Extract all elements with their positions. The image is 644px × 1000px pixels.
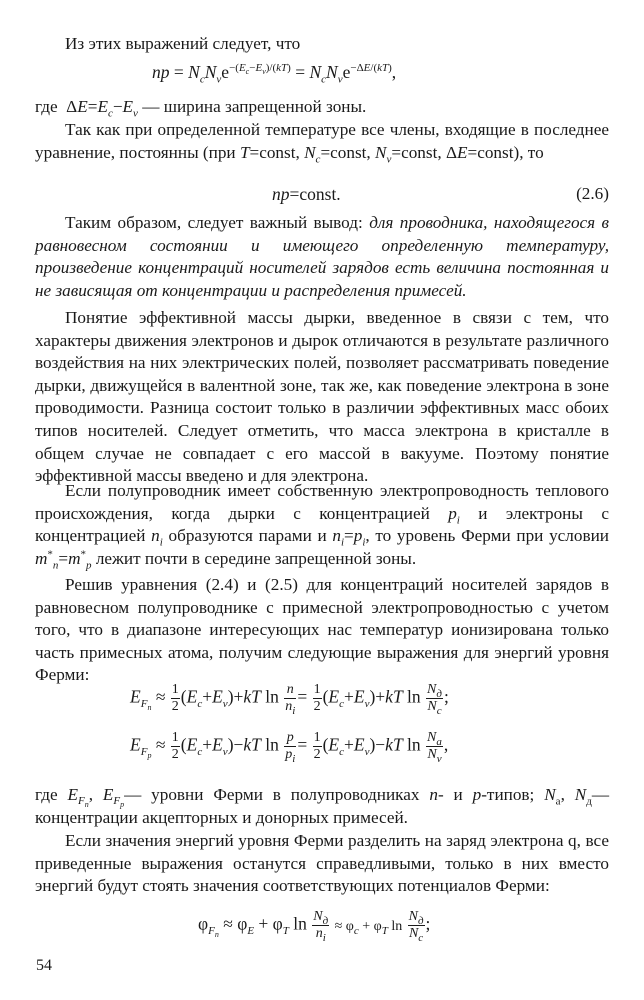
equation-fermi-p: $E_{F_p}$ ≈ $\frac{1}{2}$ $(E_c+E_v)-kT$ ln $\frac{p}{p_i}$ = $\frac{1}{2}$ $(E_c+E_v)-kT$ ln $\frac{N_a}{N_v}$ , [130, 730, 449, 765]
delta-e-definition: где $\Delta E=E_c-E_v$ — ширина запрещенной зоны. [35, 97, 367, 120]
equation-fermi-n: $E_{F_n}$ ≈ $\frac{1}{2}$ $(E_c+E_v)+kT$ ln $\frac{n}{n_i}$ = $\frac{1}{2}$ $(E_c+E_v)+kT$ ln $\frac{N_д}{N_c}$ ; [130, 682, 449, 717]
paragraph-fermi-definitions: где $E_{F_n}$, $E_{F_p}—$ уровни Ферми в полупроводниках n- и p-типов; $N_a$, $N_д—$ концентрации акцепторных и донорных примесей. [35, 785, 609, 827]
page-number: 54 [36, 957, 52, 974]
equation-np-exp: np = $N_cN_ve^{-(E_c-E_v)/(kT)} = N_cN_ve^{-\Delta E/(kT)}$, [152, 62, 397, 86]
equation-number-2-6: (2.6) [576, 184, 609, 203]
paragraph-solution: Решив уравнения (2.4) и (2.5) для концентраций носителей зарядов в равновесном полупроводнике с примесной электропроводностью с учетом того, что в диапазоне интересующих нас температур ионизирована только часть примесных атома, получим следующие выражения для энергий уровня Ферми: [35, 575, 609, 685]
paragraph-constant-terms: Так как при определенной температуре все члены, входящие в последнее уравнение, постоянны (при T=const, $N_c=const$, $N_v=const$, ΔE=const), то [35, 120, 609, 166]
paragraph-potentials: Если значения энергий уровня Ферми разделить на заряд электрона q, все приведенные выражения останутся справедливыми, только в них вместо энергий будут стоять значения соответствующих потенциалов Ферми: [35, 831, 609, 896]
equation-fermi-potential: $\varphi_{F_n} \approx \varphi_E + \varphi_T$ ln $\frac{N_д}{n_i}$ ≈ $\varphi_c + \varphi_T$ ln $\frac{N_д}{N_c}$ ; [198, 909, 431, 944]
intro-sentence: Из этих выражений следует, что [65, 34, 301, 53]
paragraph-conclusion: Таким образом, следует важный вывод: для проводника, находящегося в равновесном состоянии и имеющего определенную температуру, произведение концентраций носителей зарядов есть величина постоянная и не зависящая от концентрации и распределения примесей. [35, 213, 609, 300]
equation-np-const: np=const. [272, 184, 341, 204]
paragraph-intrinsic: Если полупроводник имеет собственную электропроводность теплового происхождения, когда дырки с концентрацией $p_i$ и электроны с концентрацией $n_i$ образуются парами и $n_i=p_i$, то уровень Ферми при условии $m^*_n=m^*_p$ лежит почти в середине запрещенной зоны. [35, 481, 609, 572]
paragraph-effective-mass: Понятие эффективной массы дырки, введенное в связи с тем, что характеры движения электронов и дырок отличаются в результате различного воздействия на них электрических полей, позволяет рассматривать поведение дырки, движущейся в валентной зоне, так же, как поведение электрона в зоне проводимости. Разница состоит только в различии эффективных масс обоих типов носителей. Следует отметить, что масса электрона в кристалле в общем случае не совпадает с его массой в вакууме. Поэтому понятие эффективной массы введено и для электрона. [35, 308, 609, 486]
